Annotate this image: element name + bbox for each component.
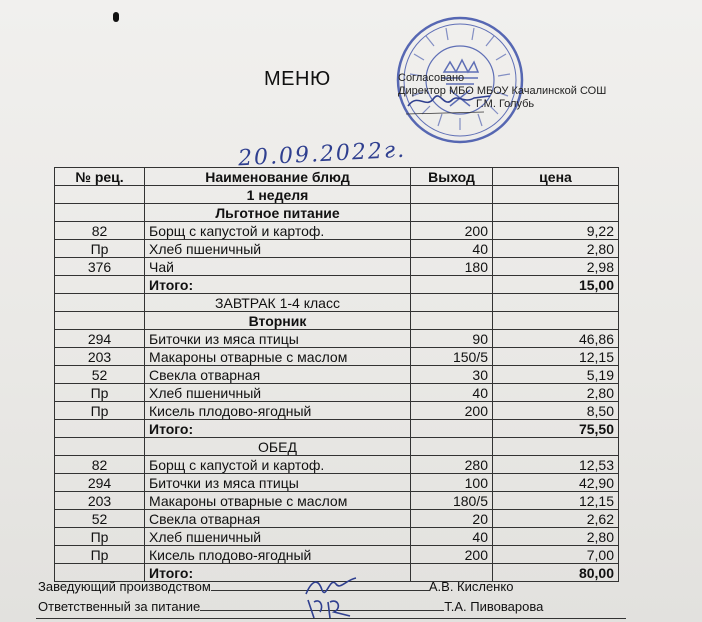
dish-price: 46,86 [493, 330, 619, 348]
dish-name: Хлеб пшеничный [145, 528, 411, 546]
section-empty-cell [55, 186, 145, 204]
manager-name: А.В. Кисленко [428, 579, 514, 594]
dish-price: 2,80 [493, 240, 619, 258]
dish-name: Биточки из мяса птицы [145, 330, 411, 348]
recipe-number: 294 [55, 330, 145, 348]
section-empty-cell [55, 294, 145, 312]
total-price: 15,00 [493, 276, 619, 294]
table-row [55, 492, 619, 510]
table-row [55, 546, 619, 564]
table-row [55, 330, 619, 348]
section-empty-output [411, 204, 493, 222]
dish-output: 100 [411, 474, 493, 492]
dish-name: Чай [145, 258, 411, 276]
approval-director: Директор МБО МБОУ Качалинской СОШ [398, 85, 607, 97]
dish-price: 12,53 [493, 456, 619, 474]
section-empty-price [493, 312, 619, 330]
section-row [55, 186, 619, 204]
header-output: Выход [411, 168, 493, 186]
responsible-name: Т.А. Пивоварова [444, 599, 544, 614]
section-empty-output [411, 294, 493, 312]
dish-price: 9,22 [493, 222, 619, 240]
table-row [55, 456, 619, 474]
section-row [55, 204, 619, 222]
total-empty-output [411, 420, 493, 438]
total-price: 75,50 [493, 420, 619, 438]
recipe-number: Пр [55, 240, 145, 258]
header-price: цена [493, 168, 619, 186]
total-price: 80,00 [493, 564, 619, 582]
dish-output: 40 [411, 240, 493, 258]
total-label: Итого: [145, 420, 411, 438]
dish-price: 7,00 [493, 546, 619, 564]
recipe-number: 294 [55, 474, 145, 492]
dish-name: Борщ с капустой и картоф. [145, 222, 411, 240]
director-signature [404, 86, 494, 116]
section-empty-price [493, 186, 619, 204]
header-recipe: № рец. [55, 168, 145, 186]
table-row [55, 222, 619, 240]
table-row [55, 402, 619, 420]
recipe-number: Пр [55, 384, 145, 402]
dish-price: 12,15 [493, 348, 619, 366]
section-label: Вторник [145, 312, 411, 330]
total-empty-output [411, 276, 493, 294]
table-row [55, 528, 619, 546]
header-dish: Наименование блюд [145, 168, 411, 186]
dish-output: 30 [411, 366, 493, 384]
dish-price: 2,62 [493, 510, 619, 528]
dish-price: 8,50 [493, 402, 619, 420]
section-label: 1 неделя [145, 186, 411, 204]
dish-name: Свекла отварная [145, 366, 411, 384]
dish-output: 200 [411, 546, 493, 564]
total-row [55, 276, 619, 294]
recipe-number: Пр [55, 528, 145, 546]
section-row [55, 438, 619, 456]
section-empty-price [493, 204, 619, 222]
dish-output: 280 [411, 456, 493, 474]
dish-name: Биточки из мяса птицы [145, 474, 411, 492]
dish-price: 42,90 [493, 474, 619, 492]
dish-output: 180/5 [411, 492, 493, 510]
table-header-row [55, 168, 619, 186]
section-empty-cell [55, 438, 145, 456]
section-empty-output [411, 438, 493, 456]
dish-name: Макароны отварные с маслом [145, 348, 411, 366]
table-row [55, 348, 619, 366]
section-empty-output [411, 186, 493, 204]
dish-name: Свекла отварная [145, 510, 411, 528]
recipe-number: 52 [55, 510, 145, 528]
total-label: Итого: [145, 564, 411, 582]
table-row [55, 258, 619, 276]
dish-price: 2,98 [493, 258, 619, 276]
section-row [55, 294, 619, 312]
dish-output: 150/5 [411, 348, 493, 366]
dish-name: Хлеб пшеничный [145, 384, 411, 402]
dish-price: 2,80 [493, 384, 619, 402]
section-row [55, 312, 619, 330]
footer-responsible [38, 598, 543, 614]
dish-output: 200 [411, 222, 493, 240]
total-label: Итого: [145, 276, 411, 294]
dish-output: 200 [411, 402, 493, 420]
dish-name: Борщ с капустой и картоф. [145, 456, 411, 474]
recipe-number: Пр [55, 546, 145, 564]
dish-output: 180 [411, 258, 493, 276]
table-row [55, 510, 619, 528]
section-label: Льготное питание [145, 204, 411, 222]
recipe-number: 203 [55, 348, 145, 366]
dish-output: 40 [411, 528, 493, 546]
total-empty-cell [55, 420, 145, 438]
manager-label: Заведующий производством [38, 579, 211, 594]
section-empty-price [493, 294, 619, 312]
dish-output: 40 [411, 384, 493, 402]
table-row [55, 474, 619, 492]
ink-spot [113, 12, 119, 22]
recipe-number: 376 [55, 258, 145, 276]
table-row [55, 366, 619, 384]
approval-director-name: Г.М. Голубь [476, 98, 535, 110]
section-empty-cell [55, 204, 145, 222]
menu-table-body [55, 186, 619, 582]
dish-name: Кисель плодово-ягодный [145, 402, 411, 420]
dish-price: 2,80 [493, 528, 619, 546]
dish-output: 90 [411, 330, 493, 348]
section-label: ОБЕД [145, 438, 411, 456]
recipe-number: 203 [55, 492, 145, 510]
dish-name: Макароны отварные с маслом [145, 492, 411, 510]
menu-date: 20.09.2022г. [237, 137, 407, 172]
page-title: МЕНЮ [264, 68, 331, 90]
dish-price: 12,15 [493, 492, 619, 510]
responsible-label: Ответственный за питание [38, 599, 201, 614]
dish-output: 20 [411, 510, 493, 528]
total-empty-cell [55, 276, 145, 294]
dish-name: Хлеб пшеничный [145, 240, 411, 258]
table-row [55, 240, 619, 258]
section-label: ЗАВТРАК 1-4 класс [145, 294, 411, 312]
page-bottom-rule [36, 618, 626, 619]
table-row [55, 384, 619, 402]
section-empty-cell [55, 312, 145, 330]
approval-agreed: Согласовано [398, 72, 465, 84]
recipe-number: Пр [55, 402, 145, 420]
recipe-number: 82 [55, 456, 145, 474]
footer-manager [38, 578, 513, 594]
recipe-number: 52 [55, 366, 145, 384]
total-row [55, 420, 619, 438]
dish-price: 5,19 [493, 366, 619, 384]
menu-table [54, 167, 619, 582]
recipe-number: 82 [55, 222, 145, 240]
section-empty-output [411, 312, 493, 330]
section-empty-price [493, 438, 619, 456]
dish-name: Кисель плодово-ягодный [145, 546, 411, 564]
